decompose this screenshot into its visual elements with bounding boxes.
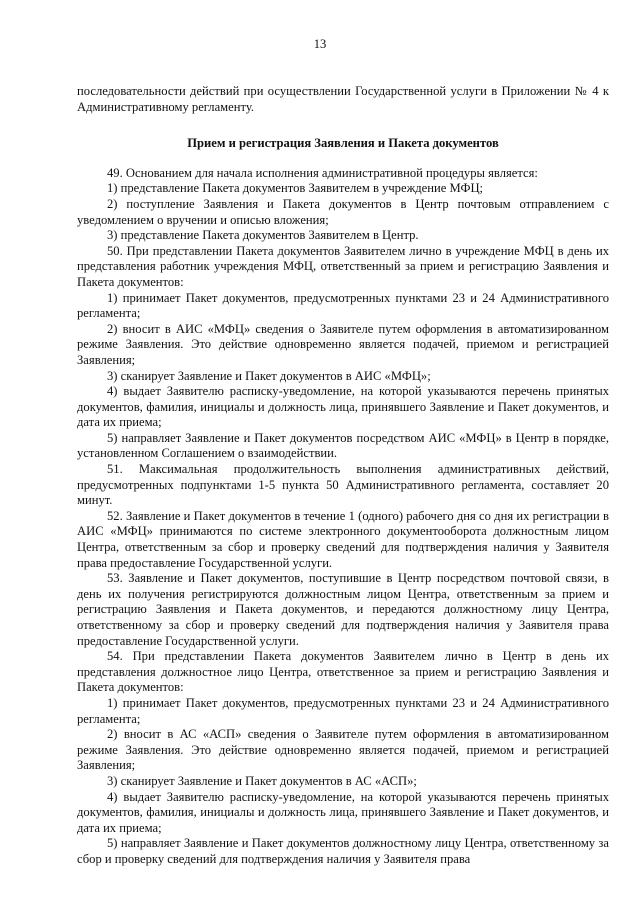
paragraph: 2) поступление Заявления и Пакета документов в Центр почтовым отправлением с уведомлением о вручении и описью вложения; <box>77 196 609 227</box>
paragraph: 2) вносит в АС «АСП» сведения о Заявителе путем оформления в автоматизированном режиме Заявления. Это действие одновременно является подачей, приемом и регистрацией Заявления; <box>77 727 609 773</box>
paragraph: 50. При представлении Пакета документов Заявителем лично в учреждение МФЦ в день их представления работник учреждения МФЦ, ответственный за прием и регистрацию Заявления и Пакета документов: <box>77 243 609 289</box>
paragraph: 4) выдает Заявителю расписку-уведомление, на которой указываются перечень принятых документов, фамилия, инициалы и должность лица, принявшего Заявление и Пакет документов, и дата их приема; <box>77 384 609 430</box>
intro-paragraph: последовательности действий при осуществлении Государственной услуги в Приложении № 4 к Административному регламенту. <box>77 84 609 114</box>
document-body <box>77 84 609 868</box>
paragraph: 5) направляет Заявление и Пакет документов должностному лицу Центра, ответственному за сбор и проверку сведений для подтверждения наличия у Заявителя права <box>77 836 609 866</box>
paragraph: 3) сканирует Заявление и Пакет документов в АИС «МФЦ»; <box>107 368 431 383</box>
paragraph: 3) представление Пакета документов Заявителем в Центр. <box>107 228 419 243</box>
paragraph: 1) принимает Пакет документов, предусмотренных пунктами 23 и 24 Административного регламента; <box>77 290 609 321</box>
paragraph: 4) выдает Заявителю расписку-уведомление, на которой указываются перечень принятых документов, фамилия, инициалы и должность лица, принявшего Заявление и Пакет документов, и дата их приема; <box>77 789 609 835</box>
paragraph: 1) принимает Пакет документов, предусмотренных пунктами 23 и 24 Административного регламента; <box>77 695 609 726</box>
paragraph: 52. Заявление и Пакет документов в течение 1 (одного) рабочего дня со дня их регистрации в АИС «МФЦ» принимаются по системе электронного документооборота должностным лицом Центра, ответственным за сбор и проверку сведений для подтверждения наличия у Заявителя права предоставление Государственной услуги. <box>77 508 609 570</box>
paragraph: 5) направляет Заявление и Пакет документов посредством АИС «МФЦ» в Центр в порядке, установленном Соглашением о взаимодействии. <box>77 430 609 461</box>
paragraph: 3) сканирует Заявление и Пакет документов в АС «АСП»; <box>107 773 417 788</box>
paragraph: 54. При представлении Пакета документов Заявителем лично в Центр в день их представления должностное лицо Центра, ответственное за прием и регистрацию Заявления и Пакета документов: <box>77 649 609 695</box>
paragraph: 1) представление Пакета документов Заявителем в учреждение МФЦ; <box>107 181 484 196</box>
paragraph: 53. Заявление и Пакет документов, поступившие в Центр посредством почтовой связи, в день их получения регистрируются должностным лицом Центра, ответственным за прием и регистрацию Заявления и Пакета документов, и передаются должностному лицу Центра, ответственному за сбор и проверку сведений для подтверждения наличия у Заявителя права предоставление Государственной услуги. <box>77 571 609 648</box>
paragraph: 51. Максимальная продолжительность выполнения административных действий, предусмотренных подпунктами 1-5 пункта 50 Административного регламента, составляет 20 минут. <box>77 462 609 508</box>
paragraph: 2) вносит в АИС «МФЦ» сведения о Заявителе путем оформления в автоматизированном режиме Заявления. Это действие одновременно является подачей, приемом и регистрацией Заявления; <box>77 321 609 367</box>
page-number: 13 <box>313 37 327 51</box>
section-heading: Прием и регистрация Заявления и Пакета документов <box>187 136 499 151</box>
paragraph: 49. Основанием для начала исполнения административной процедуры является: <box>107 165 538 180</box>
